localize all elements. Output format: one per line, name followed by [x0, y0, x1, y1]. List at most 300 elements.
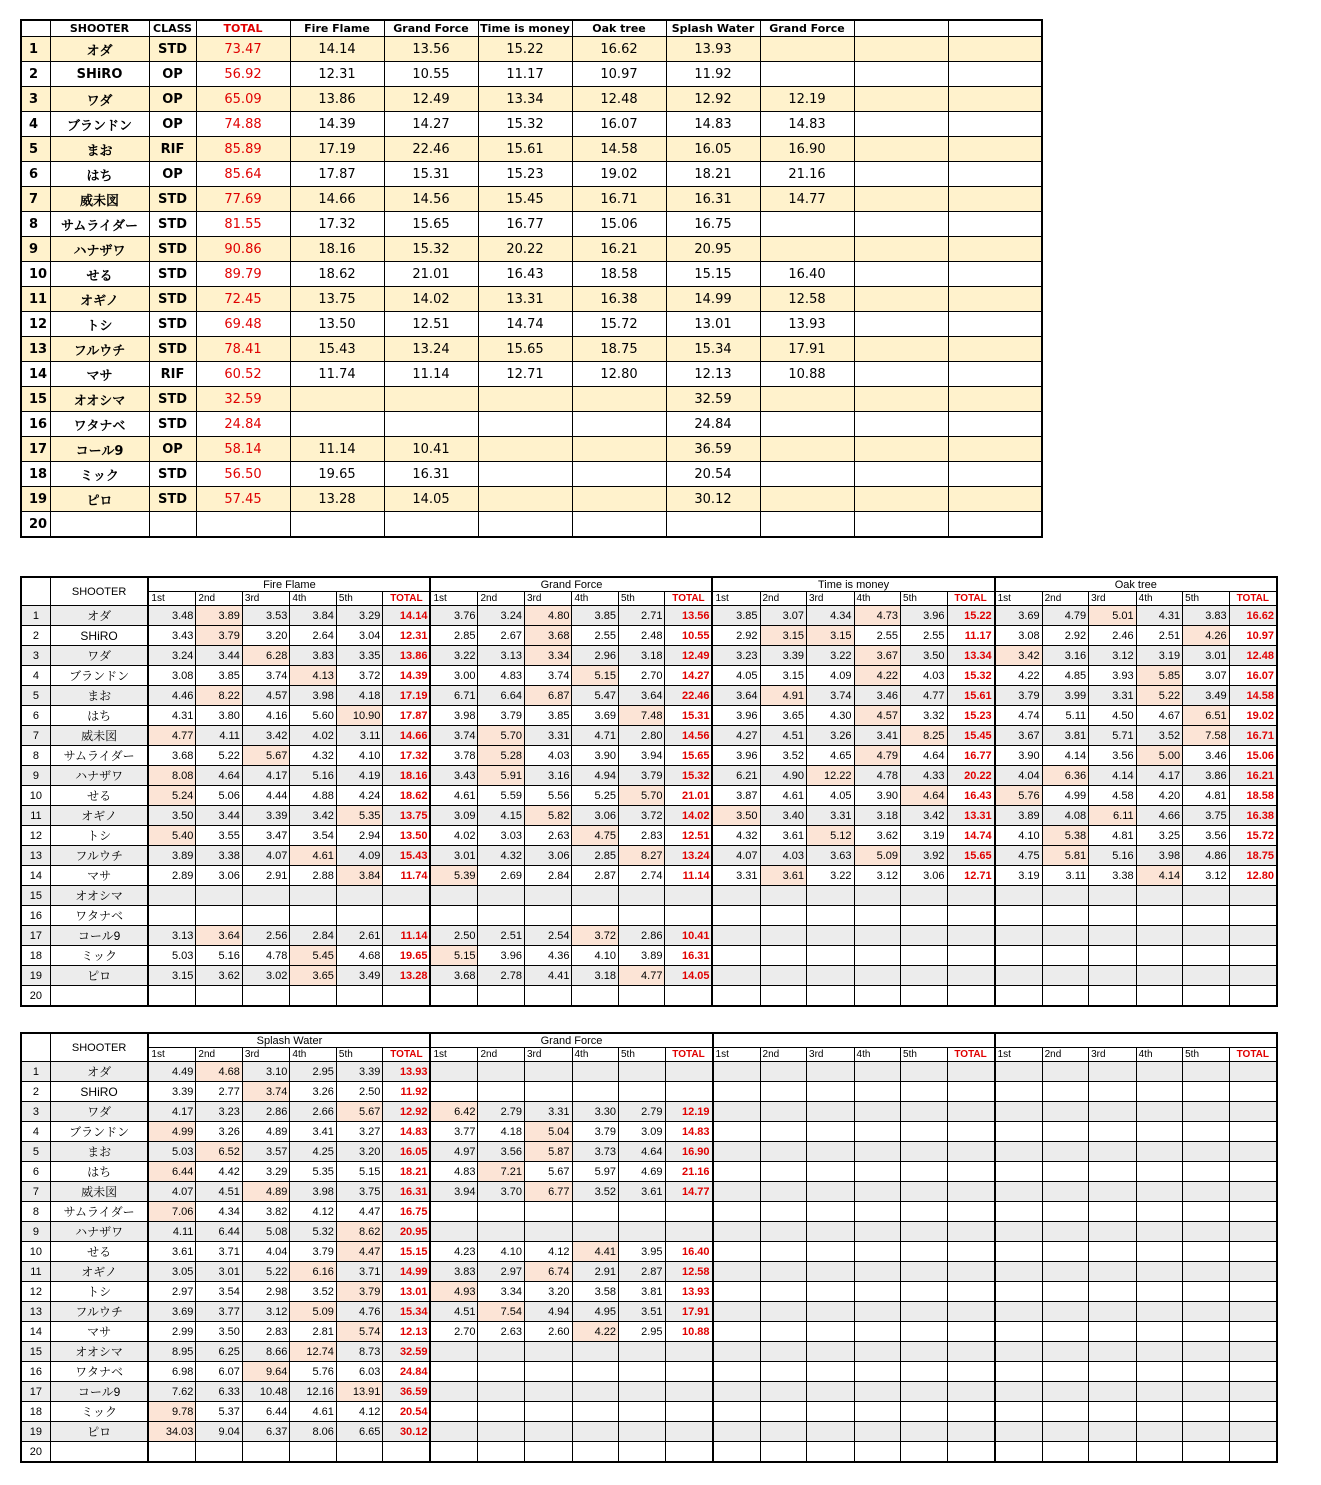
- shot-time: 3.22: [807, 646, 855, 666]
- shot-time: [712, 986, 760, 1007]
- total-time: 89.79: [196, 262, 290, 287]
- stage-total: 14.77: [665, 1182, 713, 1202]
- shot-time: [760, 1422, 807, 1442]
- stage-time: [948, 362, 1042, 387]
- stage-time: 12.58: [760, 287, 854, 312]
- stage-total: 14.14: [383, 606, 431, 626]
- total-time: 78.41: [196, 337, 290, 362]
- shot-time: [854, 1302, 901, 1322]
- stage-total: 15.34: [383, 1302, 431, 1322]
- shot-time: [1089, 986, 1137, 1007]
- shot-header: 5th: [336, 592, 383, 606]
- shot-time: 3.56: [1089, 746, 1137, 766]
- shot-time: [807, 946, 855, 966]
- shot-time: 5.24: [148, 786, 196, 806]
- shot-time: 8.66: [242, 1342, 290, 1362]
- stage-time: 13.01: [666, 312, 760, 337]
- class-cell: STD: [149, 237, 196, 262]
- shooter-name: まお: [50, 686, 148, 706]
- stage-total: [947, 1382, 995, 1402]
- shot-time: 9.78: [148, 1402, 196, 1422]
- shot-time: 4.83: [478, 666, 525, 686]
- stage-time: 22.46: [384, 137, 478, 162]
- shot-time: 4.05: [807, 786, 855, 806]
- stage-time: 16.07: [572, 112, 666, 137]
- shot-time: 3.22: [430, 646, 478, 666]
- shot-time: 4.13: [290, 666, 337, 686]
- stage-time: 14.39: [290, 112, 384, 137]
- shot-time: 3.70: [478, 1182, 525, 1202]
- shot-time: [1136, 1142, 1183, 1162]
- stage-time: [854, 187, 948, 212]
- shot-time: [1183, 1242, 1230, 1262]
- shot-time: 5.82: [524, 806, 572, 826]
- shot-time: 2.69: [478, 866, 525, 886]
- shot-time: 2.89: [148, 866, 196, 886]
- shot-time: 2.55: [572, 626, 619, 646]
- stage-total: 32.59: [383, 1342, 431, 1362]
- stage-time: [290, 387, 384, 412]
- shot-time: [1089, 1302, 1137, 1322]
- shot-time: 3.67: [995, 726, 1043, 746]
- shot-time: [712, 886, 760, 906]
- shot-time: [995, 1362, 1043, 1382]
- shot-time: [1042, 1382, 1089, 1402]
- shot-time: 6.64: [478, 686, 525, 706]
- shooter-name: フルウチ: [50, 846, 148, 866]
- stage-time: [854, 437, 948, 462]
- shot-time: 2.84: [524, 866, 572, 886]
- shooter-name: ミック: [50, 1402, 148, 1422]
- shot-time: [854, 1162, 901, 1182]
- stage-time: [854, 312, 948, 337]
- shot-time: [619, 1422, 666, 1442]
- rank-number: 18: [21, 462, 50, 487]
- stage-total: [947, 1222, 995, 1242]
- shot-time: [1089, 1062, 1137, 1082]
- detail-row: [21, 1422, 1277, 1442]
- shot-time: [242, 1442, 290, 1463]
- shot-time: 4.61: [760, 786, 807, 806]
- stage-time: [760, 237, 854, 262]
- stage-total: 12.92: [383, 1102, 431, 1122]
- shooter-name: オギノ: [50, 287, 149, 312]
- stage-total: 12.58: [665, 1262, 713, 1282]
- rank-number: 20: [21, 1442, 50, 1463]
- stage-total: 14.66: [383, 726, 431, 746]
- stage-time: [572, 487, 666, 512]
- summary-row: [21, 137, 1042, 162]
- shot-time: [713, 1142, 761, 1162]
- shot-time: [854, 1082, 901, 1102]
- shot-time: [854, 1402, 901, 1422]
- shot-time: 2.95: [290, 1062, 337, 1082]
- stage-time: 12.13: [666, 362, 760, 387]
- shot-time: 2.61: [336, 926, 383, 946]
- summary-header-cell: [854, 20, 948, 37]
- shot-time: [430, 986, 478, 1007]
- shot-time: 3.99: [1042, 686, 1089, 706]
- stage-total: 17.91: [665, 1302, 713, 1322]
- shot-time: [572, 1402, 619, 1422]
- detail-row: [21, 626, 1277, 646]
- class-cell: [149, 512, 196, 538]
- detail-row: [21, 1162, 1277, 1182]
- shot-time: [1089, 1322, 1137, 1342]
- shooter-name: せる: [50, 262, 149, 287]
- shot-time: 6.28: [242, 646, 290, 666]
- shot-time: 4.34: [807, 606, 855, 626]
- stage-total: [947, 886, 995, 906]
- shot-time: 2.63: [524, 826, 572, 846]
- shot-time: [336, 886, 383, 906]
- shot-time: [995, 906, 1043, 926]
- shooter-name: SHiRO: [50, 1082, 148, 1102]
- total-time: 85.89: [196, 137, 290, 162]
- shot-time: [1136, 1342, 1183, 1362]
- summary-row: [21, 337, 1042, 362]
- shot-header: 2nd: [1042, 592, 1089, 606]
- stage-total: 12.80: [1229, 866, 1277, 886]
- summary-header-cell: Grand Force: [760, 20, 854, 37]
- rank-number: 16: [21, 1362, 50, 1382]
- shot-time: 4.25: [290, 1142, 337, 1162]
- stage-total: [1229, 1322, 1277, 1342]
- shot-time: 5.09: [290, 1302, 337, 1322]
- shot-time: 3.72: [572, 926, 619, 946]
- shooter-name: ハナザワ: [50, 1222, 148, 1242]
- rank-number: 3: [21, 646, 50, 666]
- shot-time: 5.87: [524, 1142, 572, 1162]
- shot-time: [1136, 1102, 1183, 1122]
- shot-time: [995, 1082, 1043, 1102]
- shot-time: 4.94: [524, 1302, 572, 1322]
- shot-time: [854, 1182, 901, 1202]
- shot-time: 3.09: [619, 1122, 666, 1142]
- rank-number: 11: [21, 287, 50, 312]
- class-cell: RIF: [149, 137, 196, 162]
- shot-time: 3.83: [430, 1262, 478, 1282]
- shot-time: 2.98: [242, 1282, 290, 1302]
- shot-time: [807, 1122, 855, 1142]
- shot-time: [760, 966, 807, 986]
- shot-time: 3.50: [148, 806, 196, 826]
- shot-time: 3.53: [242, 606, 290, 626]
- stage-title: [713, 1033, 995, 1048]
- shot-time: 3.69: [995, 606, 1043, 626]
- shot-header: 2nd: [760, 592, 807, 606]
- shot-time: [760, 906, 807, 926]
- shot-time: 2.60: [524, 1322, 572, 1342]
- shot-header: 2nd: [478, 1048, 525, 1062]
- shooter-name: オギノ: [50, 1262, 148, 1282]
- detail-row: [21, 1062, 1277, 1082]
- shot-time: 2.55: [901, 626, 948, 646]
- stage-total: 15.23: [947, 706, 995, 726]
- stage-total: 18.75: [1229, 846, 1277, 866]
- shot-time: 5.71: [1089, 726, 1137, 746]
- stage-total: 21.01: [665, 786, 713, 806]
- shot-time: 5.08: [242, 1222, 290, 1242]
- summary-header-cell: SHOOTER: [50, 20, 149, 37]
- shooter-name: せる: [50, 1242, 148, 1262]
- summary-header-cell: Oak tree: [572, 20, 666, 37]
- shot-time: 4.22: [572, 1322, 619, 1342]
- stage-total: 18.58: [1229, 786, 1277, 806]
- shot-time: [1089, 1162, 1137, 1182]
- detail-row: [21, 1442, 1277, 1463]
- shot-time: 3.31: [807, 806, 855, 826]
- shot-time: 4.10: [572, 946, 619, 966]
- shot-time: 7.21: [478, 1162, 525, 1182]
- stage-time: [854, 462, 948, 487]
- shot-time: 3.27: [336, 1122, 383, 1142]
- shot-time: [995, 926, 1043, 946]
- shot-time: [807, 966, 855, 986]
- summary-row: [21, 287, 1042, 312]
- shot-time: 2.50: [336, 1082, 383, 1102]
- rank-number: 17: [21, 926, 50, 946]
- rank-number: 5: [21, 686, 50, 706]
- rank-number: 19: [21, 1422, 50, 1442]
- rank-number: 13: [21, 337, 50, 362]
- shot-header: 1st: [430, 592, 478, 606]
- shot-time: [807, 1282, 855, 1302]
- shot-time: 5.67: [524, 1162, 572, 1182]
- detail-row: [21, 1282, 1277, 1302]
- stage-time: [948, 137, 1042, 162]
- stage-total: 16.43: [947, 786, 995, 806]
- total-time: [196, 512, 290, 538]
- stage-time: [854, 112, 948, 137]
- shot-time: 3.19: [1136, 646, 1183, 666]
- shot-time: 5.22: [242, 1262, 290, 1282]
- shot-time: [854, 1142, 901, 1162]
- shot-time: 3.24: [148, 646, 196, 666]
- shot-time: 2.91: [572, 1262, 619, 1282]
- shooter-name: SHiRO: [50, 62, 149, 87]
- summary-row: [21, 412, 1042, 437]
- shooter-name: ピロ: [50, 1422, 148, 1442]
- shot-time: 4.99: [1042, 786, 1089, 806]
- shot-time: 4.31: [148, 706, 196, 726]
- shot-header: 5th: [1183, 592, 1230, 606]
- shot-time: 2.79: [619, 1102, 666, 1122]
- shot-time: [1089, 906, 1137, 926]
- shooter-name: はち: [50, 706, 148, 726]
- summary-table: [20, 19, 1043, 538]
- shot-time: 3.50: [196, 1322, 243, 1342]
- shot-time: [1089, 1202, 1137, 1222]
- shooter-name: オオシマ: [50, 886, 148, 906]
- stage-time: 15.34: [666, 337, 760, 362]
- rank-number: 6: [21, 162, 50, 187]
- shot-time: [1183, 1182, 1230, 1202]
- rank-number: 20: [21, 512, 50, 538]
- stage-time: [384, 387, 478, 412]
- shot-time: 3.84: [336, 866, 383, 886]
- shot-time: 2.51: [1136, 626, 1183, 646]
- stage-total: 15.65: [947, 846, 995, 866]
- detail-row: [21, 706, 1277, 726]
- stage-total: [947, 926, 995, 946]
- shooter-name: オダ: [50, 1062, 148, 1082]
- shooter-name: トシ: [50, 1282, 148, 1302]
- detail-row: [21, 1202, 1277, 1222]
- shot-time: 5.06: [196, 786, 243, 806]
- shot-time: 3.43: [148, 626, 196, 646]
- summary-header-cell: Grand Force: [384, 20, 478, 37]
- stage-time: 15.15: [666, 262, 760, 287]
- shot-time: 3.75: [336, 1182, 383, 1202]
- shot-time: 3.98: [430, 706, 478, 726]
- shooter-name: コール9: [50, 437, 149, 462]
- shooter-name: ブランドン: [50, 112, 149, 137]
- stage-total: 15.72: [1229, 826, 1277, 846]
- shot-time: [901, 1322, 948, 1342]
- stage-time: [948, 412, 1042, 437]
- shot-time: 3.38: [1089, 866, 1137, 886]
- shot-time: [995, 1202, 1043, 1222]
- stage-time: [478, 387, 572, 412]
- stage-total: 13.56: [665, 606, 713, 626]
- shot-time: [524, 886, 572, 906]
- detail-row: [21, 966, 1277, 986]
- shot-time: 5.16: [1089, 846, 1137, 866]
- shot-header: 3rd: [807, 1048, 855, 1062]
- shot-time: [478, 1402, 525, 1422]
- stage-time: [948, 462, 1042, 487]
- shot-time: [854, 1062, 901, 1082]
- shot-time: 4.31: [1136, 606, 1183, 626]
- rank-number: 2: [21, 626, 50, 646]
- shot-time: [478, 1202, 525, 1222]
- shot-time: 4.88: [290, 786, 337, 806]
- shot-time: 3.79: [478, 706, 525, 726]
- shot-time: [1089, 1182, 1137, 1202]
- shot-time: 3.71: [196, 1242, 243, 1262]
- stage-total: 16.05: [383, 1142, 431, 1162]
- shot-time: [196, 1442, 243, 1463]
- stage-total: 19.65: [383, 946, 431, 966]
- shot-time: [807, 1302, 855, 1322]
- stage-total: [1229, 1442, 1277, 1463]
- stage-time: [384, 512, 478, 538]
- shot-time: [478, 1382, 525, 1402]
- stage-total: 13.75: [383, 806, 431, 826]
- stage-time: 15.61: [478, 137, 572, 162]
- shot-time: [807, 906, 855, 926]
- stage-time: [854, 237, 948, 262]
- shot-time: 4.07: [712, 846, 760, 866]
- shot-time: 3.32: [901, 706, 948, 726]
- shooter-name: ピロ: [50, 966, 148, 986]
- stage-total: [1229, 1082, 1277, 1102]
- stage-total: 16.62: [1229, 606, 1277, 626]
- shot-time: 3.26: [290, 1082, 337, 1102]
- rank-number: 15: [21, 1342, 50, 1362]
- shot-time: [1136, 1162, 1183, 1182]
- stage-time: [854, 512, 948, 538]
- stage-time: [948, 387, 1042, 412]
- shot-time: [1089, 1242, 1137, 1262]
- shot-time: 2.99: [148, 1322, 196, 1342]
- stage-title: Time is money: [712, 577, 994, 592]
- rank-number: 10: [21, 262, 50, 287]
- shot-time: 2.70: [430, 1322, 478, 1342]
- shot-time: 3.20: [524, 1282, 572, 1302]
- shot-time: 2.86: [242, 1102, 290, 1122]
- shot-time: 3.81: [619, 1282, 666, 1302]
- shot-time: 5.60: [290, 706, 337, 726]
- shot-time: [1136, 1062, 1183, 1082]
- shot-time: [1183, 1402, 1230, 1422]
- shot-time: [1042, 1122, 1089, 1142]
- stage-total: 14.02: [665, 806, 713, 826]
- shot-time: 4.36: [524, 946, 572, 966]
- shooter-name: ワタナベ: [50, 1362, 148, 1382]
- shot-time: 3.02: [242, 966, 290, 986]
- shot-time: [1089, 1282, 1137, 1302]
- stage-total: 20.95: [383, 1222, 431, 1242]
- class-cell: STD: [149, 262, 196, 287]
- shot-time: [572, 1342, 619, 1362]
- shot-time: 4.15: [478, 806, 525, 826]
- shot-time: 3.12: [242, 1302, 290, 1322]
- stage-total: [947, 1142, 995, 1162]
- shot-time: 3.90: [572, 746, 619, 766]
- shot-time: 4.12: [524, 1242, 572, 1262]
- shot-time: [572, 1202, 619, 1222]
- shot-time: 8.73: [336, 1342, 383, 1362]
- shooter-name: オオシマ: [50, 387, 149, 412]
- detail-row: [21, 1222, 1277, 1242]
- shot-time: [901, 1402, 948, 1422]
- shot-time: 5.56: [524, 786, 572, 806]
- shot-time: 5.12: [807, 826, 855, 846]
- shot-time: [242, 906, 290, 926]
- shot-time: 2.80: [618, 726, 665, 746]
- summary-header-cell: Time is money: [478, 20, 572, 37]
- shot-time: 2.95: [619, 1322, 666, 1342]
- stage-total: 11.14: [665, 866, 713, 886]
- shot-time: [1136, 1082, 1183, 1102]
- shot-time: [1183, 1102, 1230, 1122]
- shot-time: [713, 1082, 761, 1102]
- shot-time: 3.77: [196, 1302, 243, 1322]
- shot-time: 3.90: [995, 746, 1043, 766]
- summary-row: [21, 187, 1042, 212]
- stage-time: 14.27: [384, 112, 478, 137]
- shot-time: 4.64: [196, 766, 243, 786]
- shot-time: [760, 1202, 807, 1222]
- stage-time: 14.74: [478, 312, 572, 337]
- stage-time: 12.80: [572, 362, 666, 387]
- stage-total: [947, 1342, 995, 1362]
- shooter-name: ワダ: [50, 87, 149, 112]
- stage-time: [948, 337, 1042, 362]
- shot-time: [148, 886, 196, 906]
- shot-time: [854, 1362, 901, 1382]
- shot-time: [760, 886, 807, 906]
- stage-time: 13.28: [290, 487, 384, 512]
- stage-time: [854, 287, 948, 312]
- shot-time: 4.04: [995, 766, 1043, 786]
- shot-time: [807, 1202, 855, 1222]
- shot-time: [995, 1302, 1043, 1322]
- shot-time: [1089, 1422, 1137, 1442]
- shot-time: [1136, 1302, 1183, 1322]
